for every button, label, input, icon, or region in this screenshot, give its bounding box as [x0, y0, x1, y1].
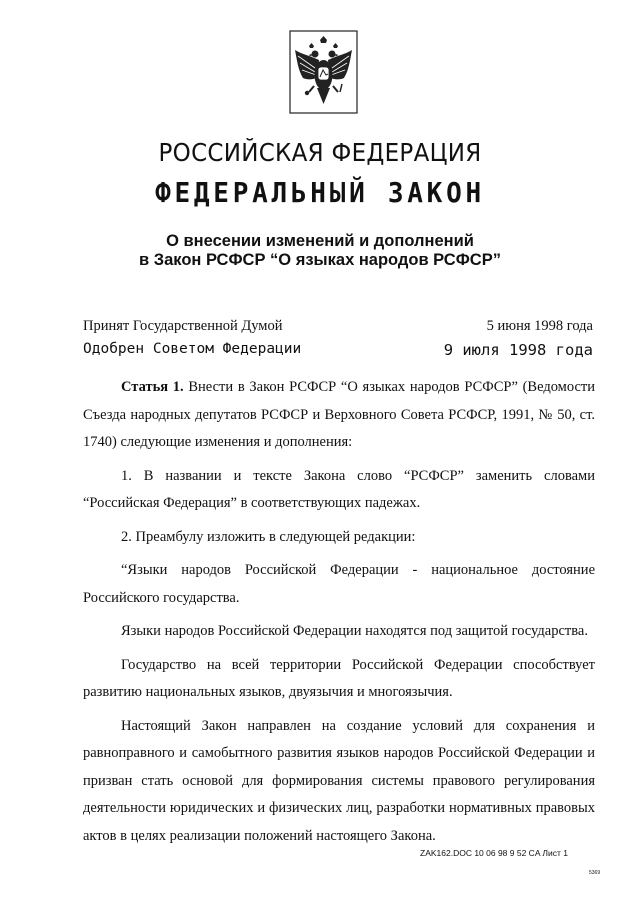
- item-2-paragraph: 2. Преамбулу изложить в следующей редакции:: [121, 528, 416, 545]
- item-1-paragraph: 1. В названии и тексте Закона слово “РСФСР” заменить словами “Российская Федерация” в соответствующих падежах.: [83, 467, 595, 511]
- law-body: [83, 374, 595, 850]
- article-text: Внести в Закон РСФСР “О языках народов РСФСР” (Ведомости Съезда народных депутатов РСФСР и Верховного Совета РСФСР, 1991, № 50, ст. 1740) следующие изменения и дополнения:: [83, 379, 595, 450]
- preamble-paragraph-3: Государство на всей территории Российской Федерации способствует развитию национальных языков, двуязычия и многоязычия.: [83, 656, 595, 700]
- law-title-line-2: в Закон РСФСР “О языках народов РСФСР”: [139, 251, 501, 269]
- page-number: 5369: [589, 870, 601, 876]
- council-approval-row: [83, 341, 593, 361]
- preamble-paragraph-1: “Языки народов Российской Федерации - национальное достояние Российского государства.: [83, 562, 595, 606]
- state-emblem: [289, 30, 358, 114]
- duma-adoption-row: [83, 318, 593, 338]
- preamble-paragraph-4: Настоящий Закон направлен на создание условий для сохранения и равноправного и самобытного развития языков народов Российской Федерации и призван стать основой для формирования системы правового регулирования деятельности юридических и физических лиц, разработки нормативных правовых актов в целях реализации положений настоящего Закона.: [83, 717, 595, 844]
- council-approval-date: 9 июля 1998 года: [443, 341, 593, 359]
- duma-adoption-date: 5 июня 1998 года: [486, 318, 593, 334]
- council-approval-label: Одобрен Советом Федерации: [83, 341, 302, 357]
- preamble-paragraph-2: Языки народов Российской Федерации находятся под защитой государства.: [121, 623, 588, 639]
- country-name: РОССИЙСКАЯ ФЕДЕРАЦИЯ: [158, 138, 482, 167]
- article-label: Статья 1.: [121, 379, 184, 395]
- law-title-line-1: О внесении изменений и дополнений: [166, 232, 474, 250]
- document-footer-code: ZAK162.DOC 10 06 98 9 52 CA Лист 1: [420, 848, 568, 858]
- double-headed-eagle-icon: [289, 30, 358, 114]
- article-1-paragraph: [83, 374, 595, 457]
- law-kind: ФЕДЕРАЛЬНЫЙ ЗАКОН: [155, 176, 485, 209]
- law-title: [0, 232, 640, 270]
- duma-adoption-label: Принят Государственной Думой: [83, 318, 283, 334]
